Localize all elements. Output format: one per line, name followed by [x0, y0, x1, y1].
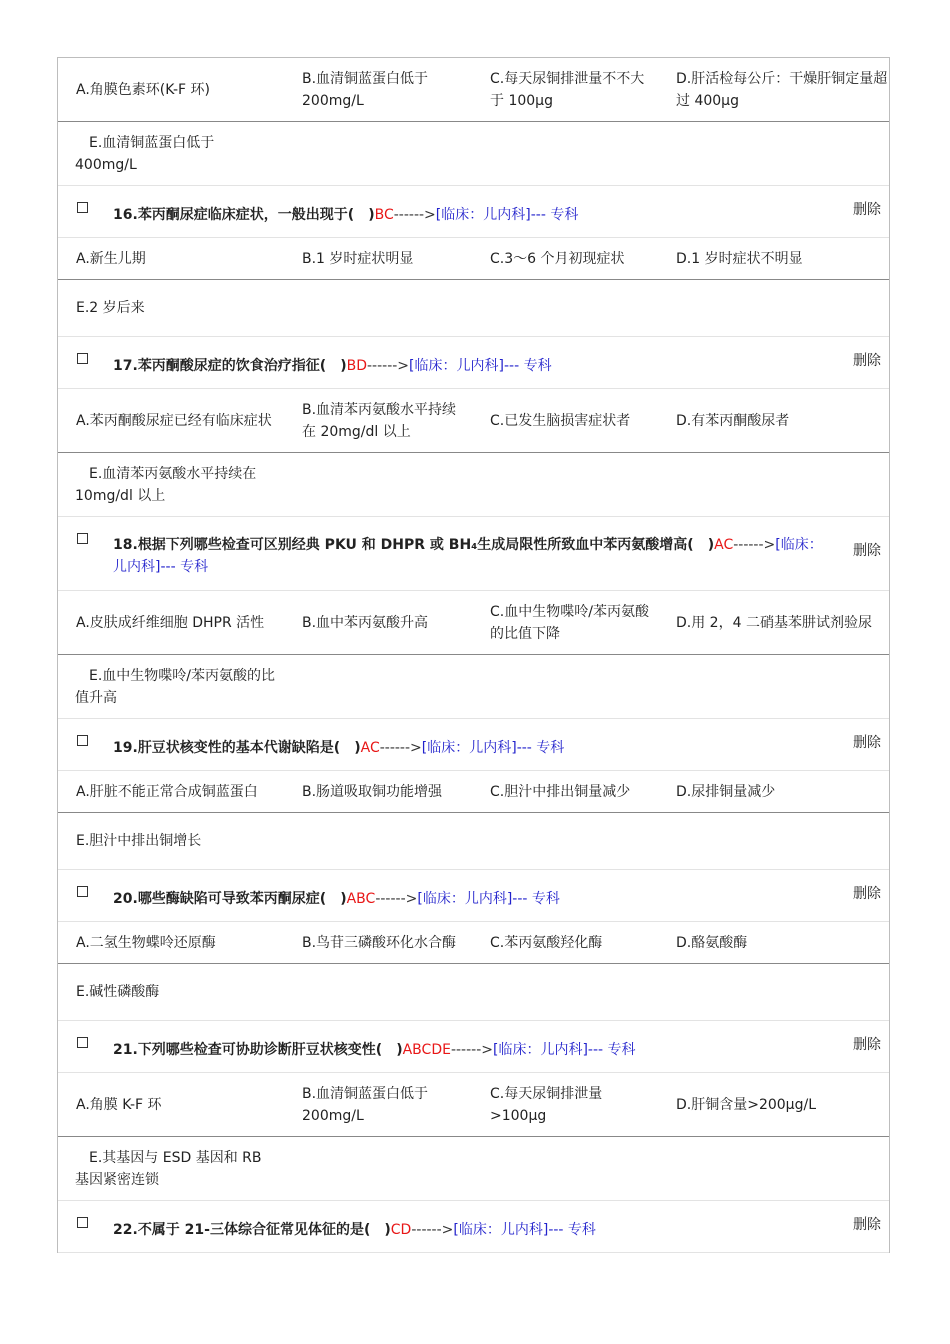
option-a: A.肝脏不能正常合成铜蓝蛋白	[76, 783, 258, 800]
select-checkbox[interactable]	[77, 202, 88, 213]
option-b: B.肠道吸取铜功能增强	[302, 783, 443, 800]
select-checkbox[interactable]	[77, 353, 88, 364]
option-b: B.鸟苷三磷酸环化水合酶	[302, 934, 457, 951]
delete-link[interactable]: 删除	[853, 1217, 881, 1233]
option-b: B.血清苯丙氨酸水平持续在 20mg/dl 以上	[302, 401, 457, 440]
select-checkbox[interactable]	[77, 886, 88, 897]
answer-key: AC	[360, 740, 380, 756]
arrow-separator: ------>	[450, 1042, 493, 1058]
option-b: B.血清铜蓝蛋白低于 200mg/L	[302, 70, 429, 109]
question-stem: 下列哪些检查可协助诊断肝豆状核变性( )	[137, 1042, 403, 1058]
question-stem: 不属于 21-三体综合征常见体征的是( )	[137, 1222, 391, 1238]
option-c: C.每天尿铜排泄量不不大于 100μg	[490, 70, 645, 109]
question-row	[58, 337, 889, 389]
option-row	[58, 591, 889, 655]
question-stem: 苯丙酮酸尿症的饮食治疗指征( )	[137, 358, 347, 374]
delete-link[interactable]: 删除	[853, 1037, 881, 1053]
option-a: A.角膜 K-F 环	[76, 1096, 162, 1113]
select-checkbox[interactable]	[77, 735, 88, 746]
arrow-separator: ------>	[375, 891, 418, 907]
option-row-e	[58, 280, 889, 337]
option-row	[58, 238, 889, 280]
arrow-separator: ------>	[379, 740, 422, 756]
arrow-separator: ------>	[733, 537, 776, 553]
option-row-e	[58, 122, 889, 186]
option-d: D.用 2，4 二硝基苯肼试剂验尿	[676, 614, 872, 631]
question-row	[58, 870, 889, 922]
option-row-e	[58, 1137, 889, 1201]
option-row	[58, 389, 889, 453]
question-text	[113, 204, 578, 226]
category-tag: [临床：儿内科]--- 专科	[453, 1222, 596, 1238]
question-row	[58, 186, 889, 238]
question-row	[58, 517, 889, 591]
option-c: C.已发生脑损害症状者	[490, 412, 631, 429]
question-text	[113, 737, 564, 759]
answer-key: AC	[714, 537, 734, 553]
option-row-e	[58, 964, 889, 1021]
question-text	[113, 888, 560, 910]
select-checkbox[interactable]	[77, 533, 88, 544]
question-number: 22.	[113, 1222, 138, 1238]
option-d: D.肝铜含量>200μg/L	[676, 1096, 816, 1113]
option-b: B.血中苯丙氨酸升高	[302, 614, 429, 631]
option-c: C.苯丙氨酸羟化酶	[490, 934, 603, 951]
question-row	[58, 1021, 889, 1073]
option-d: D.尿排铜量减少	[676, 783, 776, 800]
delete-link[interactable]: 删除	[853, 886, 881, 902]
option-a: A.新生儿期	[76, 250, 146, 267]
arrow-separator: ------>	[411, 1222, 454, 1238]
option-e: E.血中生物喋呤/苯丙氨酸的比值升高	[75, 667, 276, 706]
answer-key: BD	[346, 358, 367, 374]
question-number: 17.	[113, 358, 138, 374]
question-number: 19.	[113, 740, 138, 756]
option-d: D.酪氨酸酶	[676, 934, 748, 951]
delete-link[interactable]: 删除	[853, 543, 881, 559]
option-a: A.二氢生物蝶呤还原酶	[76, 934, 216, 951]
option-a: A.苯丙酮酸尿症已经有临床症状	[76, 412, 272, 429]
question-number: 21.	[113, 1042, 138, 1058]
option-row-e	[58, 453, 889, 517]
option-b: B.1 岁时症状明显	[302, 250, 414, 267]
answer-key: BC	[374, 207, 394, 223]
option-row	[58, 771, 889, 813]
delete-link[interactable]: 删除	[853, 202, 881, 218]
question-stem: 哪些酶缺陷可导致苯丙酮尿症( )	[137, 891, 347, 907]
option-d: D.有苯丙酮酸尿者	[676, 412, 790, 429]
question-row	[58, 719, 889, 771]
option-row-e	[58, 655, 889, 719]
option-c: C.3～6 个月初现症状	[490, 250, 625, 267]
arrow-separator: ------>	[393, 207, 436, 223]
option-d: D.肝活检每公斤：干燥肝铜定量超过 400μg	[676, 70, 888, 109]
question-stem: 根据下列哪些检查可区别经典 PKU 和 DHPR 或 BH₄生成局限性所致血中苯丙氨酸增高( )	[137, 537, 715, 553]
option-row	[58, 1073, 889, 1137]
answer-key: CD	[390, 1222, 412, 1238]
option-row	[58, 58, 889, 122]
option-b: B.血清铜蓝蛋白低于 200mg/L	[302, 1085, 429, 1124]
arrow-separator: ------>	[367, 358, 410, 374]
answer-key: ABCDE	[402, 1042, 451, 1058]
delete-link[interactable]: 删除	[853, 735, 881, 751]
question-stem: 苯丙酮尿症临床症状，一般出现于( )	[137, 207, 375, 223]
question-number: 16.	[113, 207, 138, 223]
question-list	[57, 57, 890, 1253]
question-row	[58, 1201, 889, 1253]
answer-key: ABC	[346, 891, 376, 907]
question-number: 18.	[113, 537, 138, 553]
select-checkbox[interactable]	[77, 1037, 88, 1048]
option-row	[58, 922, 889, 964]
option-d: D.1 岁时症状不明显	[676, 250, 803, 267]
option-e: E.碱性磷酸酶	[76, 984, 160, 1000]
category-tag: [临床：儿内科]--- 专科	[493, 1042, 636, 1058]
option-e: E.血清苯丙氨酸水平持续在 10mg/dl 以上	[75, 465, 257, 504]
category-tag: [临床：儿内科]--- 专科	[421, 740, 565, 756]
option-e: E.2 岁后来	[76, 300, 145, 316]
option-e: E.血清铜蓝蛋白低于 400mg/L	[75, 134, 215, 173]
option-e: E.胆汁中排出铜增长	[76, 833, 202, 849]
option-e: E.其基因与 ESD 基因和 RB 基因紧密连锁	[75, 1149, 262, 1188]
question-number: 20.	[113, 891, 138, 907]
question-text	[113, 534, 823, 578]
question-text	[113, 1219, 596, 1241]
option-c: C.血中生物喋呤/苯丙氨酸的比值下降	[490, 603, 649, 642]
category-tag: [临床：儿内科]--- 专科	[409, 358, 552, 374]
question-text	[113, 1039, 636, 1061]
category-tag: [临床：儿内科]--- 专科	[417, 891, 560, 907]
category-tag: [临床：儿内科]--- 专科	[435, 207, 579, 223]
option-c: C.胆汁中排出铜量减少	[490, 783, 631, 800]
option-a: A.角膜色素环(K-F 环)	[76, 81, 210, 98]
option-row-e	[58, 813, 889, 870]
question-text	[113, 355, 552, 377]
option-a: A.皮肤成纤维细胞 DHPR 活性	[76, 614, 265, 631]
question-stem: 肝豆状核变性的基本代谢缺陷是( )	[137, 740, 361, 756]
category-tag: [临床：儿内科]--- 专科	[113, 537, 823, 575]
select-checkbox[interactable]	[77, 1217, 88, 1228]
option-c: C.每天尿铜排泄量 >100μg	[490, 1085, 603, 1124]
delete-link[interactable]: 删除	[853, 353, 881, 369]
